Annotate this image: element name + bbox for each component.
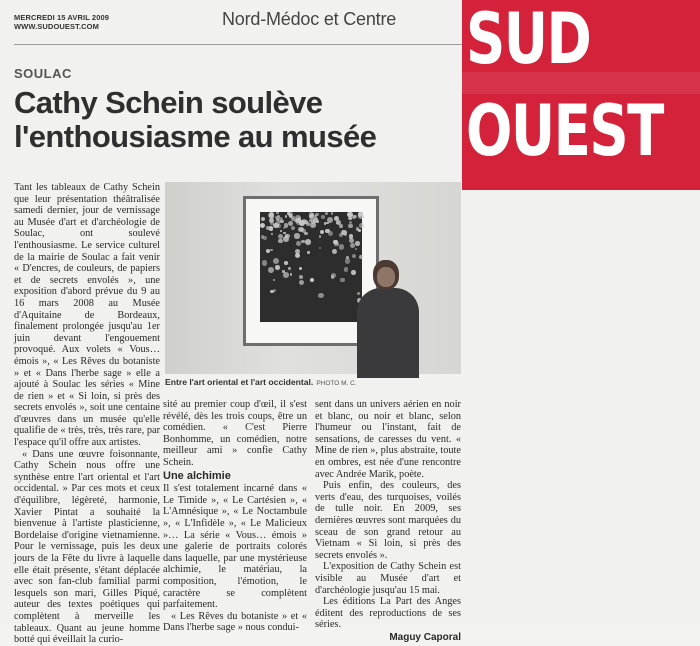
- painting-blossom: [273, 258, 279, 264]
- painting-blossom: [331, 212, 333, 214]
- painting-blossom: [358, 214, 363, 219]
- painting-blossom: [355, 248, 357, 250]
- painting-blossom: [358, 229, 361, 232]
- issue-date: MERCREDI 15 AVRIL 2009: [14, 13, 110, 22]
- painting-blossom: [349, 221, 352, 224]
- painting-blossom: [263, 236, 267, 240]
- painting-blossom: [285, 215, 287, 217]
- painting-blossom: [319, 247, 321, 249]
- byline: Maguy Caporal: [389, 631, 461, 643]
- painting-blossom: [302, 229, 306, 233]
- paragraph: Il s'est totalement incarné dans « Le Timide », « Le Cartésien », « L'Amnésique », « Le Noctambule », « L'Infidèle », « Le Malicieux »… La série « Vous… émois » une galerie de portraits colorés dans laquelle, par une mystérieuse alchimie, le matériau, la composition, l'émotion, le caractère se complètent parfaitement.: [163, 483, 307, 611]
- painting-blossom: [319, 235, 321, 237]
- paragraph: Tant les tableaux de Cathy Schein que leur présentation théâtralisée samedi dernier, jour de vernissage au Musée d'art et d'archéologie de Soulac, ont soulevé l'enthousiasme. Le service culturel de la mairie de Soulac a fait venir « D'encres, de couleurs, de papiers et de secrets envolés », une exposition d'abord prévue du 9 au 16 mars 2008 au Musée d'Aquitaine de Bordeaux, finalement prolongée jusqu'au 1er juin devant l'engouement provoqué. Aux volets « Vous… émois », « Les Rêves du botaniste » et « Dans l'herbe sage » elle a ajouté à Soulac les séries « Mine de rien » et « Si loin, si près des secrets envolés », soit une centaine d'œuvres dans un musée qu'elle qualifie de « très, très, très rare, par l'espace qu'il offre aux artistes.: [14, 182, 160, 449]
- painting-blossom: [326, 222, 329, 225]
- painting-blossom: [340, 278, 345, 283]
- painting-blossom: [268, 267, 274, 273]
- painting-blossom: [284, 261, 288, 265]
- caption-text: Entre l'art oriental et l'art occidental.: [165, 377, 314, 387]
- section-rubric: Nord-Médoc et Centre: [222, 9, 397, 29]
- painting-blossom: [299, 267, 302, 270]
- painting-blossom: [333, 240, 338, 245]
- painting-blossom: [352, 254, 356, 258]
- logo-word-sud: SUD: [466, 0, 591, 80]
- painting-blossom: [318, 293, 324, 299]
- painting-blossom: [355, 241, 360, 246]
- painting-blossom: [310, 222, 316, 228]
- article-column-1: [14, 182, 160, 646]
- painting-canvas: [260, 212, 362, 322]
- painting-blossom: [350, 243, 355, 248]
- painting-blossom: [270, 290, 274, 294]
- paragraph: Les éditions La Part des Anges éditent des reproductions de ses séries.: [315, 596, 461, 631]
- painting-blossom: [295, 253, 300, 258]
- painting-blossom: [260, 223, 265, 228]
- painting-blossom: [314, 215, 317, 218]
- painting-blossom: [288, 267, 290, 269]
- photo-caption: [165, 377, 461, 387]
- painting-blossom: [339, 224, 343, 228]
- painting-blossom: [283, 272, 289, 278]
- paragraph: « Les Rêves du botaniste » et « Dans l'herbe sage » nous condui-: [163, 610, 307, 634]
- painting-blossom: [309, 214, 314, 219]
- painting-blossom: [345, 258, 351, 264]
- painting-blossom: [321, 215, 325, 219]
- painting-blossom: [320, 230, 324, 234]
- subhead: Une alchimie: [163, 469, 231, 482]
- article-column-3: [315, 399, 461, 643]
- painting-blossom: [270, 249, 272, 251]
- newspaper-logo: [462, 0, 700, 190]
- painting-blossom: [359, 255, 363, 259]
- painting-blossom: [348, 224, 352, 228]
- painting-blossom: [341, 230, 346, 235]
- painting-blossom: [359, 223, 364, 228]
- painting-blossom: [298, 218, 301, 221]
- paragraph: « Dans une œuvre foisonnante, Cathy Schein nous offre une synthèse entre l'art oriental et l'art occidental. » Par ces mots et ceux d'équilibre, légèreté, harmonie, Xavier Pintat a souhaité la bienvenue à l'artiste plasticienne, Bordelaise d'origine vietnamienne. Pour le vernissage, puis les deux jours de la Fête du livre à laquelle elle était présente, s'étant déplacée avec son fan-club familial parmi lesquels son mari, Gilles Piqué, auteur des textes poétiques qui complètent à merveille les tableaux. Quant au jeune homme botté qui éveillait la curio-: [14, 448, 160, 646]
- painting-blossom: [275, 265, 280, 270]
- article-photo: [165, 182, 461, 374]
- artist-figure: [353, 260, 423, 374]
- painting-blossom: [331, 273, 336, 278]
- painting-blossom: [310, 278, 314, 282]
- painting-blossom: [299, 280, 304, 285]
- dateline: [14, 13, 109, 31]
- painting-blossom: [266, 226, 270, 230]
- painting-blossom: [294, 233, 299, 238]
- headline-line-2: l'enthousiasme au musée: [14, 119, 377, 154]
- painting-blossom: [296, 241, 301, 246]
- paragraph: L'exposition de Cathy Schein est visible au Musée d'art et d'archéologie jusqu'au 15 mai.: [315, 561, 461, 596]
- painting-blossom: [316, 220, 320, 224]
- painting-blossom: [261, 217, 265, 221]
- photo-credit: PHOTO M. C.: [316, 380, 357, 387]
- painting-blossom: [352, 215, 356, 219]
- article-kicker: SOULAC: [14, 66, 72, 81]
- painting-blossom: [262, 260, 267, 265]
- painting-blossom: [328, 231, 333, 236]
- artist-face: [377, 267, 395, 287]
- paragraph: sité au premier coup d'œil, il s'est révélé, dès les trois coups, être un comédien. « C'est Pierre Bonhomme, un comédien, notre meilleur ami » confie Cathy Schein.: [163, 399, 307, 468]
- painting-blossom: [275, 221, 280, 226]
- website-url: WWW.SUDOUEST.COM: [14, 22, 99, 31]
- painting-blossom: [307, 251, 309, 253]
- paragraph: Puis enfin, des couleurs, des verts d'eau, des turquoises, voilés de tulle noir. En 2009, ses dernières œuvres sont marquées du sceau de son grand retour au Vietnam « Si loin, si près des secrets envolés ».: [315, 480, 461, 561]
- painting-blossom: [325, 212, 328, 215]
- painting-blossom: [344, 267, 348, 271]
- painting-blossom: [278, 234, 283, 239]
- paragraph: sent dans un univers aérien en noir et blanc, ou noir et blanc, selon l'humeur ou l'instant, fait de sensations, de caresses du vent. « Mine de rien », plus abstraite, toute en ombres, est née d'une rencontre avec Andrée Marik, poète.: [315, 399, 461, 480]
- headline-line-1: Cathy Schein soulève: [14, 85, 323, 120]
- painting-blossom: [299, 275, 303, 279]
- artist-body: [357, 288, 419, 378]
- painting-blossom: [271, 233, 273, 235]
- article-headline: [14, 86, 462, 154]
- painting-blossom: [283, 227, 285, 229]
- painting-blossom: [291, 226, 295, 230]
- painting-blossom: [290, 273, 293, 276]
- painting-blossom: [305, 239, 311, 245]
- painting-blossom: [280, 230, 282, 232]
- painting-blossom: [273, 279, 275, 281]
- painting-blossom: [278, 239, 283, 244]
- painting-blossom: [285, 234, 289, 238]
- painting-blossom: [288, 221, 293, 226]
- logo-word-ouest: OUEST: [466, 90, 663, 172]
- painting-blossom: [332, 249, 337, 254]
- header-rule: [14, 44, 462, 45]
- painting-blossom: [339, 244, 344, 249]
- article-column-2: [163, 399, 307, 634]
- painting-blossom: [280, 220, 283, 223]
